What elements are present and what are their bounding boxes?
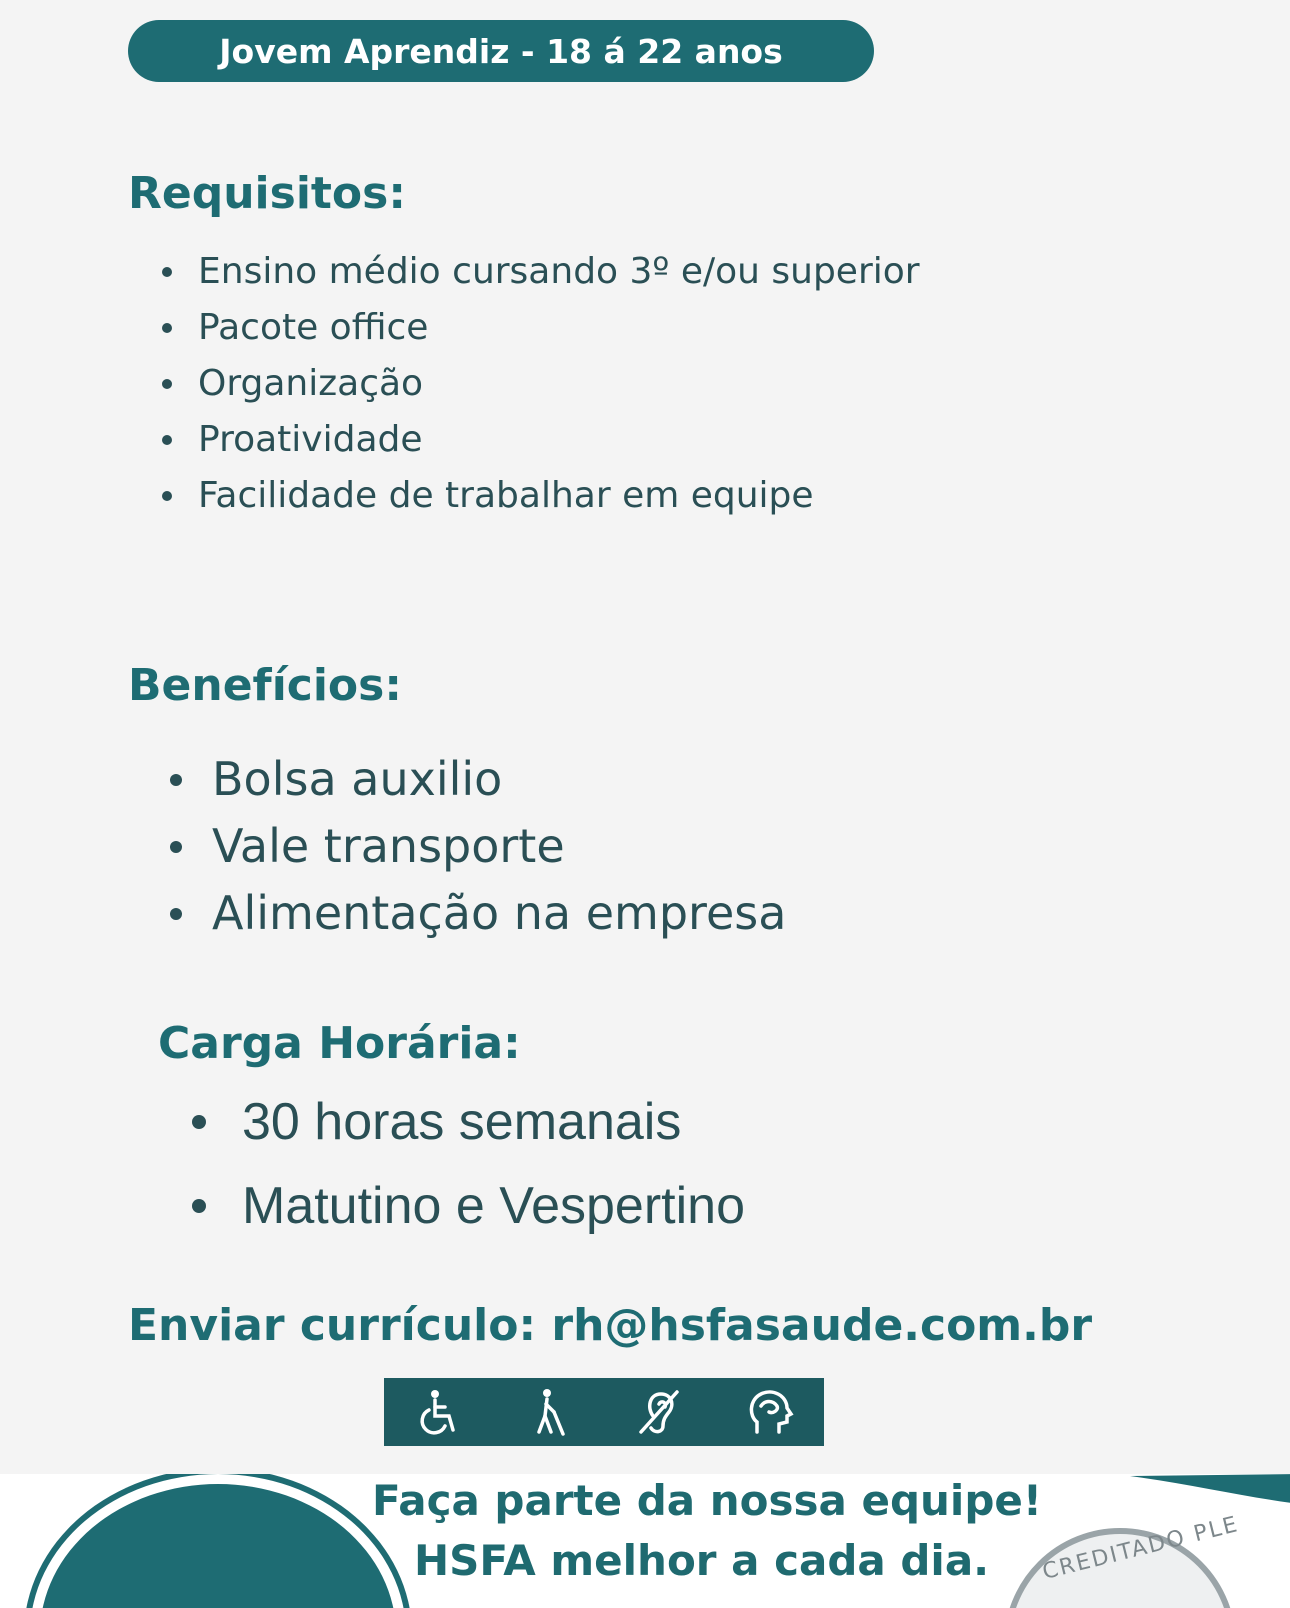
- decorative-swoosh: [1130, 1474, 1290, 1514]
- list-item: Ensino médio cursando 3º e/ou superior: [160, 244, 920, 300]
- workload-list: [190, 1080, 745, 1248]
- list-item: Matutino e Vespertino: [190, 1164, 745, 1248]
- benefits-list: [168, 746, 786, 947]
- send-resume-email: Enviar currículo: rh@hsfasaude.com.br: [128, 1300, 1093, 1351]
- footer-tagline-1: Faça parte da nossa equipe!: [372, 1476, 1043, 1525]
- list-item: Vale transporte: [168, 813, 786, 880]
- list-item: Bolsa auxilio: [168, 746, 786, 813]
- requirements-heading: Requisitos:: [128, 168, 406, 219]
- benefits-heading: Benefícios:: [128, 660, 402, 711]
- list-item: 30 horas semanais: [190, 1080, 745, 1164]
- hearing-impaired-icon: [630, 1383, 688, 1441]
- job-title-badge: [128, 20, 874, 82]
- seal-text: CREDITADO PLE: [1039, 1512, 1242, 1585]
- job-title-text: Jovem Aprendiz - 18 á 22 anos: [219, 31, 783, 71]
- accessibility-icons-bar: [384, 1378, 824, 1446]
- workload-heading: Carga Horária:: [158, 1018, 521, 1069]
- footer-tagline-2: HSFA melhor a cada dia.: [414, 1536, 990, 1585]
- list-item: Alimentação na empresa: [168, 880, 786, 947]
- wheelchair-icon: [410, 1383, 468, 1441]
- list-item: Facilidade de trabalhar em equipe: [160, 468, 920, 524]
- footer: [0, 1474, 1290, 1608]
- list-item: Proatividade: [160, 412, 920, 468]
- list-item: Pacote office: [160, 300, 920, 356]
- blind-person-icon: [520, 1383, 578, 1441]
- hospital-logo-circle: [30, 1474, 406, 1608]
- requirements-list: [160, 244, 920, 524]
- list-item: Organização: [160, 356, 920, 412]
- intellectual-disability-icon: [740, 1383, 798, 1441]
